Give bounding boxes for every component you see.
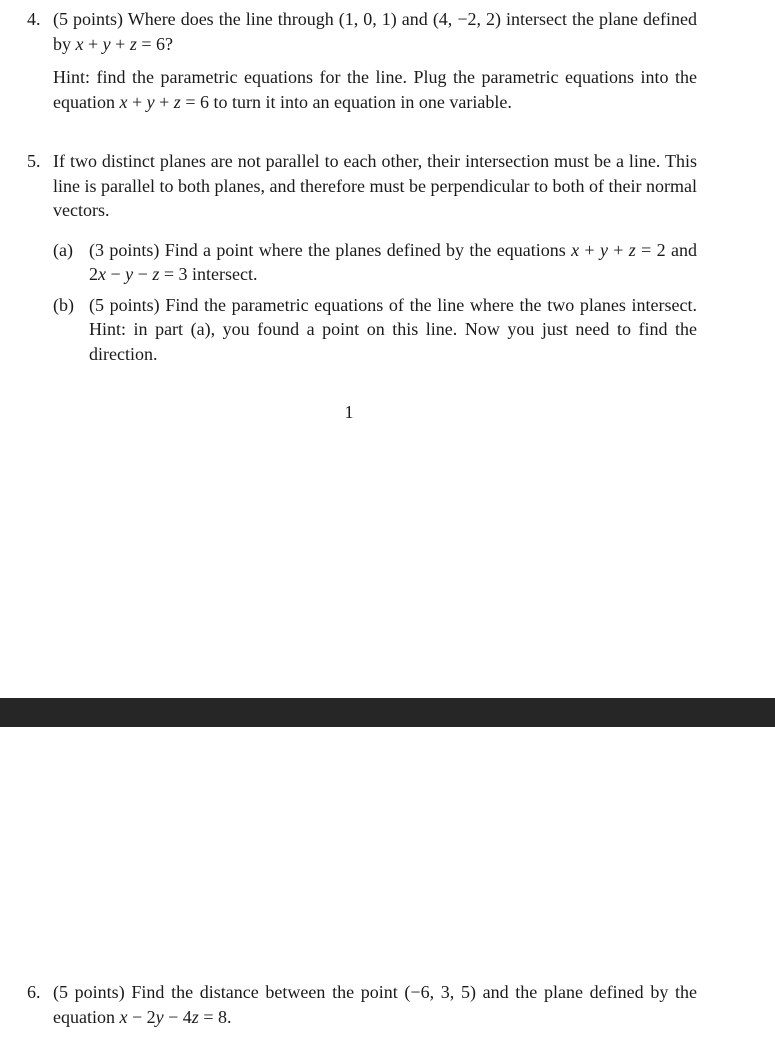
problem-6-body [53, 980, 697, 1029]
problem-5a-text: (3 points) Find a point where the planes defined by the equations x + y + z = 2 and 2x − y − z = 3 intersect. [89, 239, 697, 284]
problem-5b-text: (5 points) Find the parametric equations of the line where the two planes intersect. Hint: in part (a), you found a point on this line. Now you just need to find the direction. [89, 294, 697, 364]
page-number: 1 [344, 402, 354, 422]
problem-6-number: 6. [27, 982, 41, 1002]
problem-4-hint: Hint: find the parametric equations for the line. Plug the parametric equations into the equation x + y + z = 6 to turn it into an equation in one variable. [53, 67, 697, 112]
problem-5-intro: If two distinct planes are not parallel to each other, their intersection must be a line. This line is parallel to both planes, and therefore must be perpendicular to both of their normal vectors. [53, 151, 697, 220]
problem-6-question: (5 points) Find the distance between the point (−6, 3, 5) and the plane defined by the equation x − 2y − 4z = 8. [53, 982, 697, 1027]
problem-4-number: 4. [27, 9, 41, 29]
problem-5 [27, 149, 697, 366]
problem-6 [27, 980, 697, 1029]
problem-5b-label: (b) [53, 294, 74, 315]
problem-4 [27, 7, 697, 114]
problem-5a [53, 238, 697, 287]
problem-5-number: 5. [27, 151, 41, 171]
problem-5-body [53, 149, 697, 366]
problem-4-question: (5 points) Where does the line through (1, 0, 1) and (4, −2, 2) intersect the plane defined by x + y + z = 6? [53, 9, 697, 54]
problem-4-body [53, 7, 697, 114]
problem-5b [53, 293, 697, 367]
document-page-2 [0, 727, 775, 1041]
page-separator [0, 698, 775, 727]
problem-5a-label: (a) [53, 239, 73, 260]
